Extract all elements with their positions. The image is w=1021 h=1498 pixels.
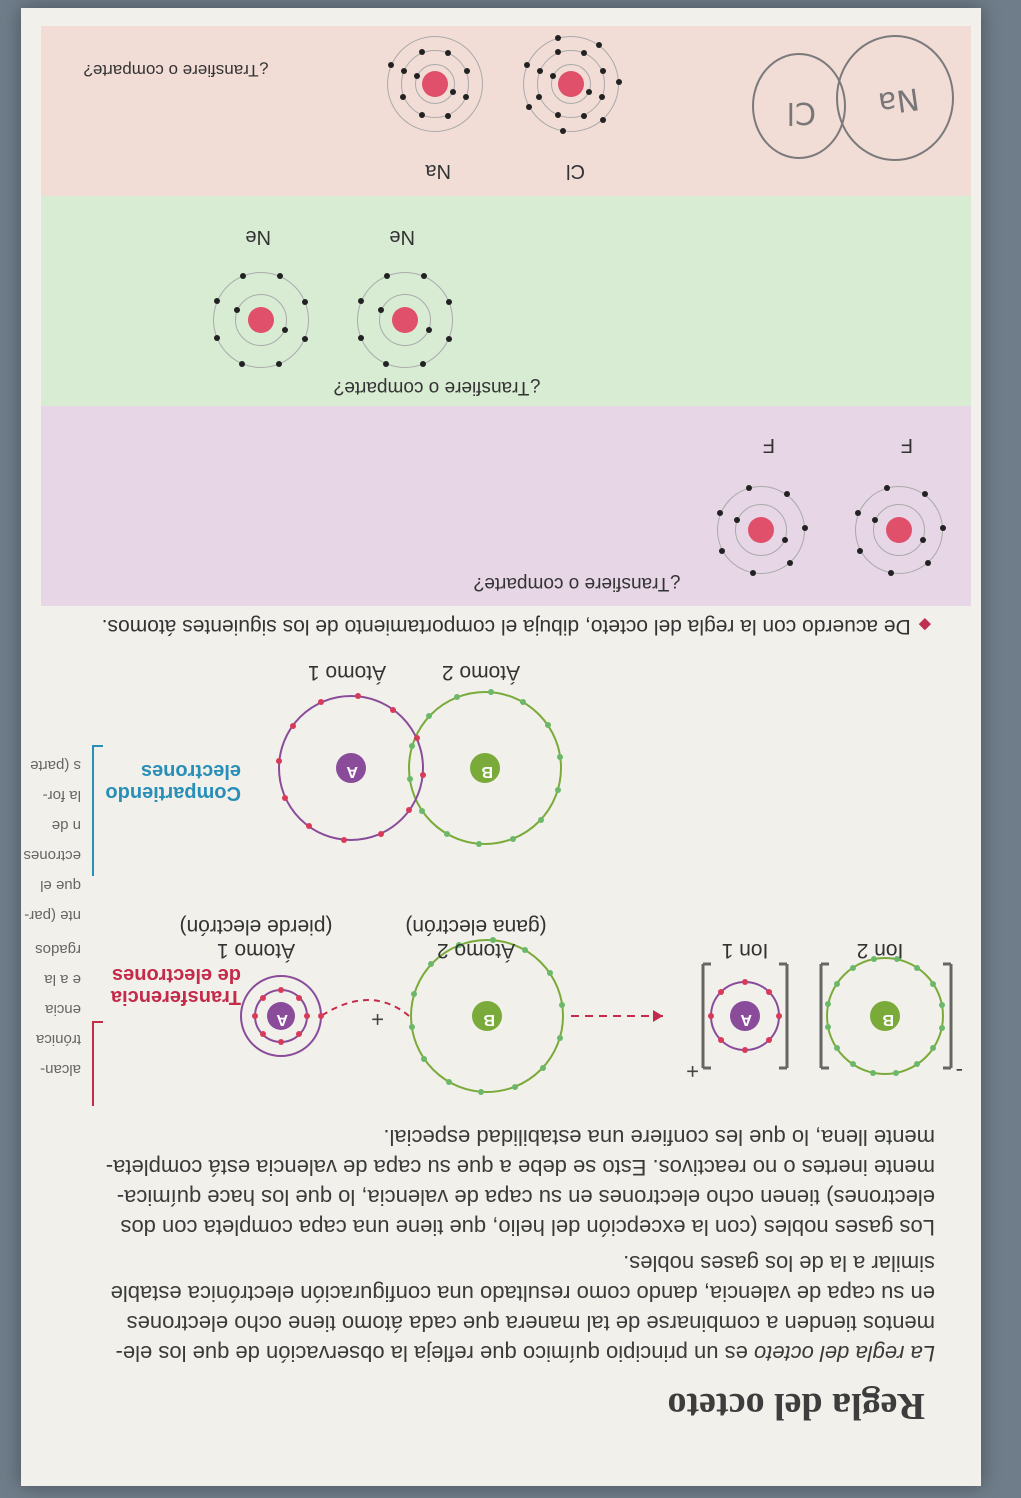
atom1-inner-electron — [252, 1013, 258, 1019]
atom1-note: (pierde electrón) — [179, 915, 333, 938]
shared-atom1-electron — [290, 723, 296, 729]
ion1-label: Ion 1 — [721, 939, 769, 962]
instruction — [102, 614, 931, 638]
intro-line-1 — [35, 1338, 935, 1368]
shared-atom1-letter: A — [346, 763, 358, 780]
atom2-electron — [540, 1065, 546, 1071]
ion2-electron — [930, 1045, 936, 1051]
ion2-electron — [834, 1045, 840, 1051]
atom2-label — [401, 914, 551, 962]
handwritten-answer-drawing — [671, 26, 971, 196]
ion2-electron — [914, 965, 920, 971]
exercise-2 — [41, 196, 971, 406]
atom2-electron — [409, 1024, 415, 1030]
shared-atom2-electron — [454, 694, 460, 700]
ion2-electron — [850, 965, 856, 971]
exercise-2-atom-a-electron — [383, 361, 389, 367]
margin-fragment-6: nte (par- — [24, 907, 81, 924]
atom1-inner-electron — [296, 1031, 302, 1037]
atom2-electron — [557, 1035, 563, 1041]
shared-atom2-electron — [407, 776, 413, 782]
exercise-3-atom-a-electron — [888, 570, 894, 576]
shared-atom2-electron — [520, 699, 526, 705]
exercise-3-atom-b-electron — [802, 525, 808, 531]
exercise-3 — [41, 406, 971, 606]
textbook-page — [21, 8, 981, 1486]
shared-atom2-electron — [557, 754, 563, 760]
shared-atom2-electron — [476, 841, 482, 847]
exercise-1-question[interactable]: ¿Transfiere o comparte? — [83, 61, 269, 80]
exercise-1-atom-na-shell — [387, 36, 483, 132]
exercise-3-atom-a-electron — [925, 560, 931, 566]
shared-atom1-electron — [306, 823, 312, 829]
ion1-electron — [766, 1037, 772, 1043]
margin-fragment-3: encia — [45, 1001, 81, 1018]
margin-fragment-8: ectrones — [23, 847, 81, 864]
bullet-icon: ◆ — [918, 616, 931, 633]
exercise-2-atom-a-electron — [421, 273, 427, 279]
shared-atom1-electron — [355, 693, 361, 699]
atom1-inner-electron — [278, 1039, 284, 1045]
exercise-2-atom-a-electron — [420, 361, 426, 367]
margin-fragment-10: la for- — [42, 787, 81, 804]
exercise-2-atom-a-electron — [446, 299, 452, 305]
shared-atom2-label: Átomo 2 — [441, 661, 521, 684]
atom1-inner-electron — [304, 1013, 310, 1019]
exercise-2-atom-b-electron — [277, 273, 283, 279]
exercise-2-atom-b-electron — [276, 361, 282, 367]
sharing-label-line1: Compartiendo — [105, 782, 241, 804]
exercise-3-atom-b-electron — [750, 570, 756, 576]
margin-fragment-11: s (parte — [30, 757, 81, 774]
ion1-charge: + — [686, 1059, 699, 1084]
intro-line-1-text: es un principio químico que refleja la observación de que los ele- — [115, 1341, 754, 1366]
shared-atom1-electron — [390, 707, 396, 713]
handwritten-cl: Cl — [786, 95, 816, 130]
exercise-2-atom-b-electron — [240, 273, 246, 279]
shared-atom1-electron — [420, 772, 426, 778]
exercise-1-element-cl: Cl — [566, 160, 585, 182]
atom1-inner-electron — [260, 1031, 266, 1037]
ion2-electron — [870, 1070, 876, 1076]
sharing-label — [105, 760, 241, 804]
ion2-electron — [825, 1024, 831, 1030]
exercise-1-element-na: Na — [425, 160, 451, 182]
intro-line-4: similar a la de los gases nobles. — [623, 1251, 935, 1276]
exercise-2-atom-b-electron — [214, 335, 220, 341]
exercise-1 — [41, 26, 971, 196]
instruction-text: De acuerdo con la regla del octeto, dibuja el comportamiento de los siguientes átomos. — [101, 615, 911, 638]
handwritten-na: Na — [875, 80, 922, 121]
intro-paragraph — [35, 1248, 935, 1368]
exercise-1-atom-cl-electron — [555, 35, 561, 41]
noble-line-4: mente llena, lo que les confiere una estabilidad especial. — [383, 1125, 935, 1150]
ion2-electron — [939, 1002, 945, 1008]
ion1-nucleus-letter: A — [740, 1011, 752, 1028]
atom1-label-text: Átomo 1 — [216, 939, 296, 962]
shared-atom1-label: Átomo 1 — [307, 661, 387, 684]
atom2-nucleus-letter: B — [483, 1011, 495, 1028]
exercise-3-atom-a-electron — [940, 525, 946, 531]
margin-fragment-9: n de — [51, 817, 81, 834]
margin-fragment-5: rgados — [35, 941, 81, 958]
transfer-label — [111, 964, 241, 1008]
exercise-2-element-2: Ne — [245, 226, 271, 248]
ion1-electron — [718, 989, 724, 995]
shared-atom1-electron — [378, 831, 384, 837]
ion2-electron — [834, 981, 840, 987]
exercise-2-atoms — [41, 196, 971, 406]
shared-atom2-electron — [555, 787, 561, 793]
exercise-3-element-1: F — [900, 434, 913, 456]
atom1-inner-electron — [260, 995, 266, 1001]
atom2-electron — [547, 970, 553, 976]
atom2-electron — [559, 1002, 565, 1008]
shared-atom1-electron — [341, 837, 347, 843]
page-title: Regla del octeto — [667, 1385, 925, 1427]
intro-line-3: en su capa de valencia, dando como resultado una configuración electrónica estable — [110, 1281, 935, 1306]
plus-sign: + — [371, 1007, 384, 1032]
transfer-label-line2: de electrones — [112, 964, 241, 986]
term-italic: La regla del octeto — [753, 1341, 935, 1366]
ion1-electron — [766, 989, 772, 995]
atom1-valence-electron — [318, 1013, 324, 1019]
exercise-2-atom-b-electron — [302, 299, 308, 305]
ion1-electron — [708, 1013, 714, 1019]
ion2-nucleus-letter: B — [882, 1011, 894, 1028]
sharing-label-line2: electrones — [140, 760, 241, 782]
shared-atom2-electron — [545, 722, 551, 728]
margin-fragment-7: que el — [40, 877, 81, 894]
atom2-electron — [478, 1089, 484, 1095]
shared-atom2-electron — [538, 817, 544, 823]
margin-fragment-2: trónica — [35, 1031, 81, 1048]
ion1-electron — [742, 979, 748, 985]
exercise-2-question[interactable]: ¿Transfiere o comparte? — [333, 377, 541, 398]
ion1-electron — [742, 1047, 748, 1053]
shared-atom1-electron — [276, 758, 282, 764]
noble-line-3: mente inertes o no reactivos. Esto se debe a que su capa de valencia está completa- — [105, 1155, 935, 1180]
margin-fragment-1: alcan- — [40, 1061, 81, 1078]
exercise-2-atom-a-electron — [446, 336, 452, 342]
noble-line-1: Los gases nobles (con la excepción del helio, que tiene una capa completa con dos — [120, 1215, 935, 1240]
atom2-electron — [512, 1084, 518, 1090]
shared-atom2-electron — [409, 743, 415, 749]
shared-atom2-electron — [444, 831, 450, 837]
ion2-label: Ion 2 — [856, 939, 904, 962]
noble-line-2: electrones) tienen ocho electrones en su capa de valencia, lo que los hace química- — [116, 1185, 935, 1210]
ion1-electron — [776, 1013, 782, 1019]
shared-atom2-electron — [426, 713, 432, 719]
sharing-section — [21, 646, 981, 886]
shared-atom2-letter: B — [481, 763, 493, 780]
exercise-1-atom-cl-electron — [616, 79, 622, 85]
atom1-label — [171, 914, 341, 962]
atom2-label-text: Átomo 2 — [436, 939, 516, 962]
exercise-3-atom-b-electron — [787, 560, 793, 566]
shared-atom1-electron — [282, 795, 288, 801]
shared-atom2-electron — [510, 836, 516, 842]
exercise-3-question[interactable]: ¿Transfiere o comparte? — [473, 573, 681, 594]
exercise-2-atom-a-electron — [358, 335, 364, 341]
exercise-1-atom-cl-electron — [526, 104, 532, 110]
ion2-electron — [939, 1025, 945, 1031]
exercise-1-answer-area[interactable] — [671, 26, 971, 196]
ion2-electron — [825, 1001, 831, 1007]
exercise-2-atom-b-shell — [213, 272, 309, 368]
exercise-2-element-1: Ne — [389, 226, 415, 248]
transfer-section — [21, 914, 981, 1114]
margin-fragment-4: e a la — [44, 971, 81, 988]
atom1-nucleus-letter: A — [276, 1011, 288, 1028]
transfer-label-line1: Transferencia — [110, 986, 241, 1008]
atom2-electron — [428, 961, 434, 967]
atom2-note: (gana electrón) — [405, 915, 547, 938]
atom2-electron — [446, 1079, 452, 1085]
ion1-electron — [718, 1037, 724, 1043]
exercise-2-atom-a-shell — [357, 272, 453, 368]
shared-atom2-electron — [488, 689, 494, 695]
ion2-charge: - — [955, 1059, 963, 1084]
shared-atom1-electron — [406, 807, 412, 813]
atom1-inner-electron — [296, 995, 302, 1001]
exercise-1-atom-cl-electron — [560, 128, 566, 134]
exercise-2-atom-b-electron — [239, 361, 245, 367]
shared-atom1-electron — [414, 735, 420, 741]
ion2-electron — [893, 1070, 899, 1076]
atom1-inner-electron — [278, 987, 284, 993]
exercise-2-atom-b-electron — [302, 336, 308, 342]
atom2-electron — [411, 991, 417, 997]
shared-atom1-electron — [318, 699, 324, 705]
exercise-1-atom-cl-electron — [600, 117, 606, 123]
exercise-2-atom-a-electron — [384, 273, 390, 279]
shared-atom2-electron — [419, 808, 425, 814]
exercise-1-atoms — [271, 26, 671, 196]
intro-line-2: mentos tienden a combinarse de tal manera que cada átomo tiene ocho electrones — [126, 1311, 935, 1336]
ion2-electron — [850, 1061, 856, 1067]
ion2-electron — [930, 981, 936, 987]
exercise-3-atom-b-electron — [746, 485, 752, 491]
exercise-3-atom-a-electron — [884, 485, 890, 491]
noble-gases-paragraph — [35, 1122, 935, 1242]
atom2-electron — [421, 1056, 427, 1062]
exercise-3-element-2: F — [762, 434, 775, 456]
ion2-electron — [914, 1061, 920, 1067]
